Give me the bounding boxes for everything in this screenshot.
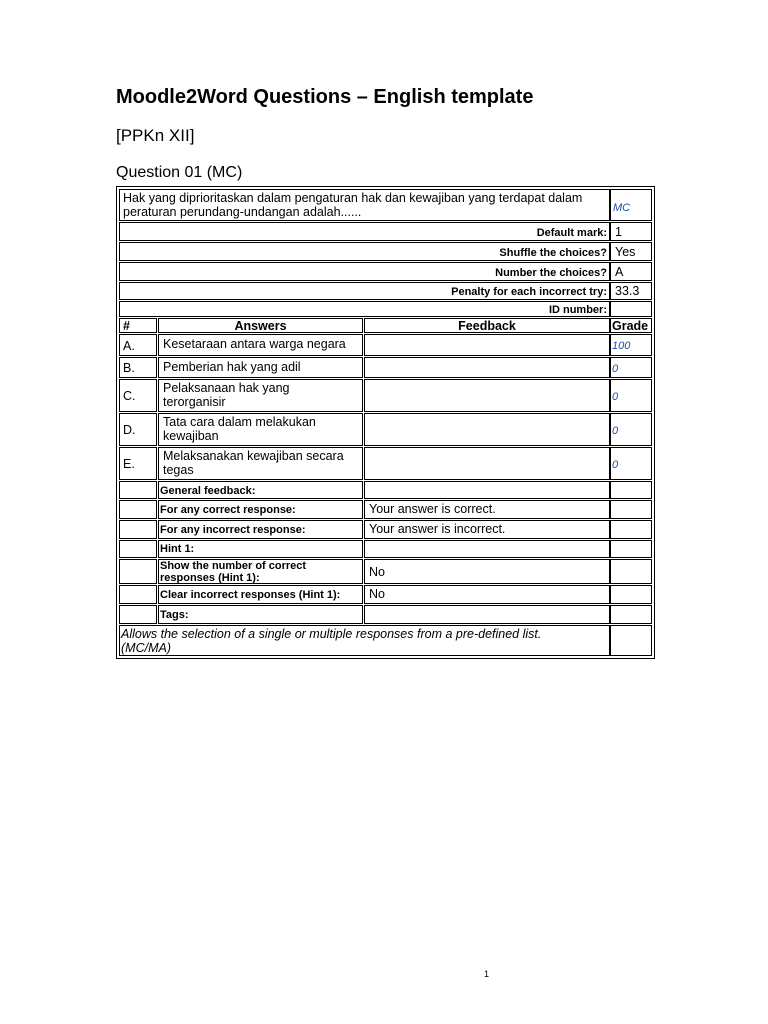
answer-grade-cell [610, 357, 652, 378]
type-description-cell [119, 625, 610, 656]
answer-grade-cell [610, 447, 652, 480]
answer-text-cell [158, 379, 363, 412]
setting-label-cell [119, 301, 610, 317]
setting-label-cell [119, 282, 610, 300]
answer-text-line-2: terorganisir [163, 395, 226, 409]
feedback-value-cell [364, 559, 610, 584]
correct-response-value: Your answer is correct. [369, 502, 496, 516]
answer-grade: 0 [612, 363, 619, 375]
question-type-cell [610, 189, 652, 221]
header-num: # [123, 319, 130, 333]
feedback-grade-cell [610, 540, 652, 558]
setting-label-cell [119, 262, 610, 281]
document-title: Moodle2Word Questions – English template [116, 86, 534, 108]
feedback-value-cell [364, 540, 610, 558]
answer-letter: A. [123, 339, 135, 353]
feedback-value-cell [364, 500, 610, 519]
feedback-label-cell [158, 540, 363, 558]
default-mark-value: 1 [615, 225, 622, 239]
general-feedback-label: General feedback: [160, 485, 256, 497]
numbering-value: A [615, 265, 624, 279]
show-correct-label-line-2: responses (Hint 1): [160, 572, 260, 584]
setting-label-cell [119, 242, 610, 261]
answer-text: Pemberian hak yang adil [163, 360, 301, 374]
answer-letter: B. [123, 361, 135, 375]
header-feedback-cell [364, 318, 610, 333]
question-heading: Question 01 (MC) [116, 164, 243, 181]
feedback-value-cell [364, 585, 610, 604]
answer-text-line-1: Pelaksanaan hak yang [163, 381, 290, 395]
feedback-grade-cell [610, 585, 652, 604]
question-text-line-1: Hak yang diprioritaskan dalam pengaturan hak dan kewajiban yang terdapat dalam [123, 191, 583, 205]
answer-text-line-1: Melaksanakan kewajiban secara [163, 449, 344, 463]
feedback-grade-cell [610, 559, 652, 584]
answer-grade-cell [610, 413, 652, 446]
clear-incorrect-label: Clear incorrect responses (Hint 1): [160, 589, 341, 601]
answer-letter-cell [119, 413, 157, 446]
type-description-side-cell [610, 625, 652, 656]
answer-text-line-2: tegas [163, 463, 194, 477]
question-type-code: MC [613, 202, 631, 214]
header-num-cell [119, 318, 157, 333]
setting-label-cell [119, 222, 610, 241]
answer-letter-cell [119, 447, 157, 480]
numbering-label: Number the choices? [495, 267, 607, 279]
setting-value-cell [610, 301, 652, 317]
answer-grade: 0 [612, 391, 619, 403]
answer-text-cell [158, 357, 363, 378]
answer-grade-cell [610, 334, 652, 356]
feedback-blank-cell [119, 585, 157, 604]
feedback-label-cell [158, 481, 363, 499]
incorrect-response-label: For any incorrect response: [160, 524, 306, 536]
feedback-value-cell [364, 481, 610, 499]
feedback-blank-cell [119, 540, 157, 558]
show-correct-label-line-1: Show the number of correct [160, 560, 307, 572]
setting-value-cell [610, 262, 652, 281]
question-text-cell [119, 189, 610, 221]
feedback-blank-cell [119, 481, 157, 499]
header-grade: Grade [612, 319, 649, 333]
page-number: 1 [484, 969, 490, 979]
answer-text-line-1: Tata cara dalam melakukan [163, 415, 316, 429]
feedback-blank-cell [119, 500, 157, 519]
answer-feedback-cell [364, 357, 610, 378]
answer-letter-cell [119, 357, 157, 378]
answer-letter: C. [123, 389, 136, 403]
answer-grade-cell [610, 379, 652, 412]
question-text-line-2: peraturan perundang-undangan adalah...... [123, 205, 362, 219]
answer-grade: 0 [612, 425, 619, 437]
answer-letter-cell [119, 334, 157, 356]
header-answers-cell [158, 318, 363, 333]
feedback-blank-cell [119, 520, 157, 539]
feedback-value-cell [364, 605, 610, 624]
setting-value-cell [610, 242, 652, 261]
answer-text-cell [158, 413, 363, 446]
answer-grade: 0 [612, 459, 619, 471]
incorrect-response-value: Your answer is incorrect. [369, 522, 506, 536]
answer-text-cell [158, 334, 363, 356]
feedback-grade-cell [610, 500, 652, 519]
default-mark-label: Default mark: [536, 227, 607, 239]
setting-value-cell [610, 222, 652, 241]
feedback-label-cell [158, 520, 363, 539]
feedback-blank-cell [119, 559, 157, 584]
setting-value-cell [610, 282, 652, 300]
feedback-grade-cell [610, 520, 652, 539]
answer-text-line-2: kewajiban [163, 429, 219, 443]
feedback-label-cell [158, 585, 363, 604]
feedback-grade-cell [610, 605, 652, 624]
shuffle-value: Yes [615, 245, 636, 259]
answer-feedback-cell [364, 413, 610, 446]
show-correct-value: No [369, 565, 385, 579]
category-label: [PPKn XII] [116, 126, 195, 145]
answer-letter: D. [123, 423, 136, 437]
type-description-line-1: Allows the selection of a single or multiple responses from a pre-defined list. [121, 627, 542, 641]
penalty-value: 33.3 [615, 284, 640, 298]
answer-text: Kesetaraan antara warga negara [163, 337, 346, 351]
header-grade-cell [610, 318, 652, 333]
answer-feedback-cell [364, 447, 610, 480]
correct-response-label: For any correct response: [160, 504, 296, 516]
answer-letter-cell [119, 379, 157, 412]
answer-feedback-cell [364, 379, 610, 412]
clear-incorrect-value: No [369, 587, 385, 601]
feedback-blank-cell [119, 605, 157, 624]
feedback-value-cell [364, 520, 610, 539]
header-feedback: Feedback [458, 319, 516, 333]
answer-grade: 100 [612, 340, 631, 352]
id-number-label: ID number: [548, 304, 607, 316]
answer-text-cell [158, 447, 363, 480]
feedback-label-cell [158, 559, 363, 584]
hint-1-label: Hint 1: [160, 543, 195, 555]
shuffle-label: Shuffle the choices? [499, 247, 607, 259]
feedback-grade-cell [610, 481, 652, 499]
feedback-label-cell [158, 500, 363, 519]
header-answers: Answers [234, 319, 287, 333]
tags-label: Tags: [160, 609, 189, 621]
type-description-line-2: (MC/MA) [121, 641, 171, 655]
penalty-label: Penalty for each incorrect try: [451, 286, 607, 298]
answer-letter: E. [123, 457, 135, 471]
feedback-label-cell [158, 605, 363, 624]
answer-feedback-cell [364, 334, 610, 356]
